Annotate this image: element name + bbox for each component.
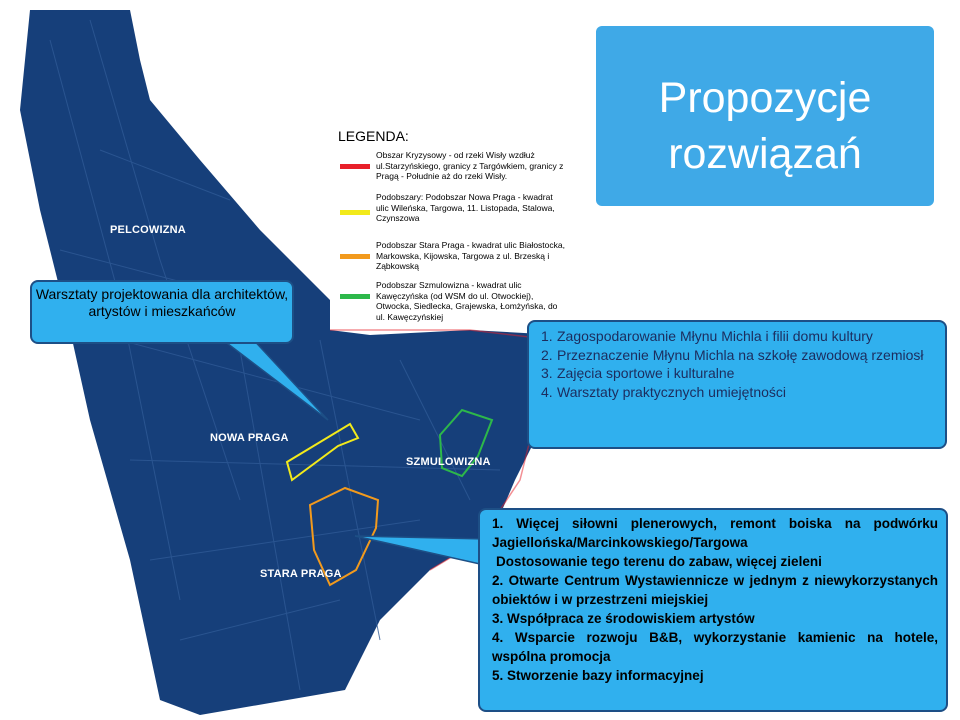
list-item: 3. Zajęcia sportowe i kulturalne [541,365,735,381]
list-item: Dostosowanie tego terenu do zabaw, więcej zieleni [496,554,822,569]
legend-item-stara-praga [340,240,566,272]
legend-item-text: Obszar Kryzysowy - od rzeki Wisły wzdłuż ul.Starzyńskiego, granicy z Targówkiem, granicy z Pragą - Południe aż do rzeki Wisły. [376,150,564,181]
list-item: 1. Zagospodarowanie Młynu Michla i filii domu kultury [541,328,873,344]
legend-item-text: Podobszary: Podobszar Nowa Praga - kwadrat ulic Wileńska, Targowa, 11. Listopada, Stalowa, Czynszowa [376,192,555,223]
legend-swatch-orange [340,254,370,259]
district-label-nowa-praga: NOWA PRAGA [210,432,289,444]
district-label-stara-praga: STARA PRAGA [260,568,342,580]
legend-item-text: Podobszar Szmulowizna - kwadrat ulic Kawęczyńska (od WSM do ul. Otwockiej), Otwocka, Siedlecka, Grajewska, Łomżyńska, do ul. Kawęczyńskiej [376,280,558,322]
list-item: 2. Przeznaczenie Młynu Michla na szkołę zawodową rzemiosł [541,346,924,363]
title-box [596,26,934,206]
szmulowizna-proposals-list [541,327,937,401]
district-label-pelcowizna: PELCOWIZNA [110,224,186,236]
legend-swatch-green [340,294,370,299]
list-item: 2. Otwarte Centrum Wystawiennicze w jednym z niewykorzystanych obiektów i w przestrzeni miejskiej [492,573,938,607]
legend-item-text: Podobszar Stara Praga - kwadrat ulic Białostocka, Markowska, Kijowska, Targowa z ul. Brzeską i Ząbkowską [376,240,565,271]
legend-swatch-yellow [340,210,370,215]
szmulowizna-proposals-callout [527,320,947,449]
district-label-szmulowizna: SZMULOWIZNA [406,456,491,468]
list-item: 4. Wsparcie rozwoju B&B, wykorzystanie kamienic na hotele, wspólna promocja [492,630,938,664]
list-item: 1. Więcej siłowni plenerowych, remont boiska na podwórku Jagiellońska/Marcinkowskiego/Targowa [492,516,938,550]
legend-title: LEGENDA: [338,128,409,144]
legend-item-nowa-praga [340,192,566,224]
page-title: Propozycje rozwiązań [658,74,872,178]
list-item: 4. Warsztaty praktycznych umiejętności [541,383,786,400]
stara-praga-proposals-callout [478,508,948,712]
list-item: 3. Współpraca ze środowiskiem artystów [492,611,755,626]
workshops-callout-text: Warsztaty projektowania dla architektów, artystów i mieszkańców [35,286,289,319]
stara-praga-proposals-list [492,514,938,685]
legend-swatch-red [340,164,370,169]
list-item: 5. Stworzenie bazy informacyjnej [492,668,704,683]
legend-item-szmulowizna [340,280,566,322]
legend-item-crisis [340,150,566,182]
workshops-callout [30,280,294,344]
